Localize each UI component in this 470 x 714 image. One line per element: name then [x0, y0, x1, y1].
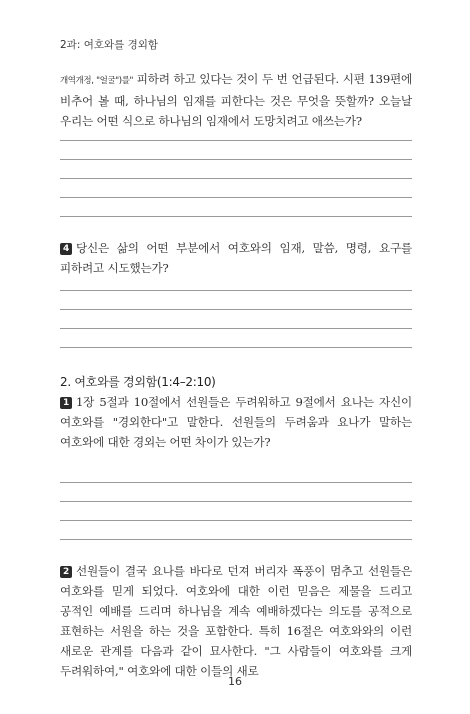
page-number: 16: [228, 675, 242, 688]
question-3-text: [60, 69, 412, 131]
answer-line: [60, 197, 412, 198]
answer-line: [60, 482, 412, 483]
answer-line: [60, 501, 412, 502]
question-number-badge: 2: [60, 566, 72, 578]
question-number-badge: 1: [60, 397, 72, 409]
section-2-question-2-text: 선원들이 결국 요나를 바다로 던져 버리자 폭풍이 멈추고 선원들은 여호와를 믿게 되었다. 여호와에 대한 이런 믿음은 제물을 드리고 공적인 예배를 드리며 하나님을 계속 예배하겠다는 의도를 공적으로 표현하는 서원을 하는 것을 포함한다. 특히 16절은 여호와와의 이런 새로운 관계를 다음과 같이 묘사한다. "그 사람들이 여호와를 크게 두려워하여," 여호와에 대한 이들의 새로: [60, 564, 412, 678]
answer-line: [60, 159, 412, 160]
question-3-lead: 개역개정, "얼굴")를": [60, 76, 134, 86]
section-title: 2. 여호와를 경외함(1:4–2:10): [60, 375, 216, 389]
question-4: [60, 238, 412, 278]
answer-line: [60, 347, 412, 348]
answer-line: [60, 216, 412, 217]
answer-line: [60, 290, 412, 291]
section-2-question-2: [60, 561, 412, 681]
question-3-body: 피하려 하고 있다는 것이 두 번 언급된다. 시편 139편에 비추어 볼 때, 하나님의 임재를 피한다는 것은 무엇을 뜻할까? 오늘날 우리는 어떤 식으로 하나님의 임재에서 도망치려고 애쓰는가?: [60, 72, 413, 128]
answer-line: [60, 539, 412, 540]
answer-line: [60, 140, 412, 141]
answer-line: [60, 520, 412, 521]
answer-line: [60, 328, 412, 329]
question-number-badge: 4: [60, 243, 72, 255]
section-2-question-1: [60, 392, 412, 452]
answer-line: [60, 178, 412, 179]
answer-line: [60, 309, 412, 310]
question-4-text: 당신은 삶의 어떤 부분에서 여호와의 임재, 말씀, 명령, 요구를 피하려고 시도했는가?: [60, 241, 412, 275]
section-2-question-1-text: 1장 5절과 10절에서 선원들은 두려워하고 9절에서 요나는 자신이 여호와를 "경외한다"고 말한다. 선원들의 두려움과 요나가 말하는 여호와에 대한 경외는 어떤 차이가 있는가?: [60, 395, 412, 449]
running-head: 2과: 여호와를 경외함: [60, 39, 159, 51]
